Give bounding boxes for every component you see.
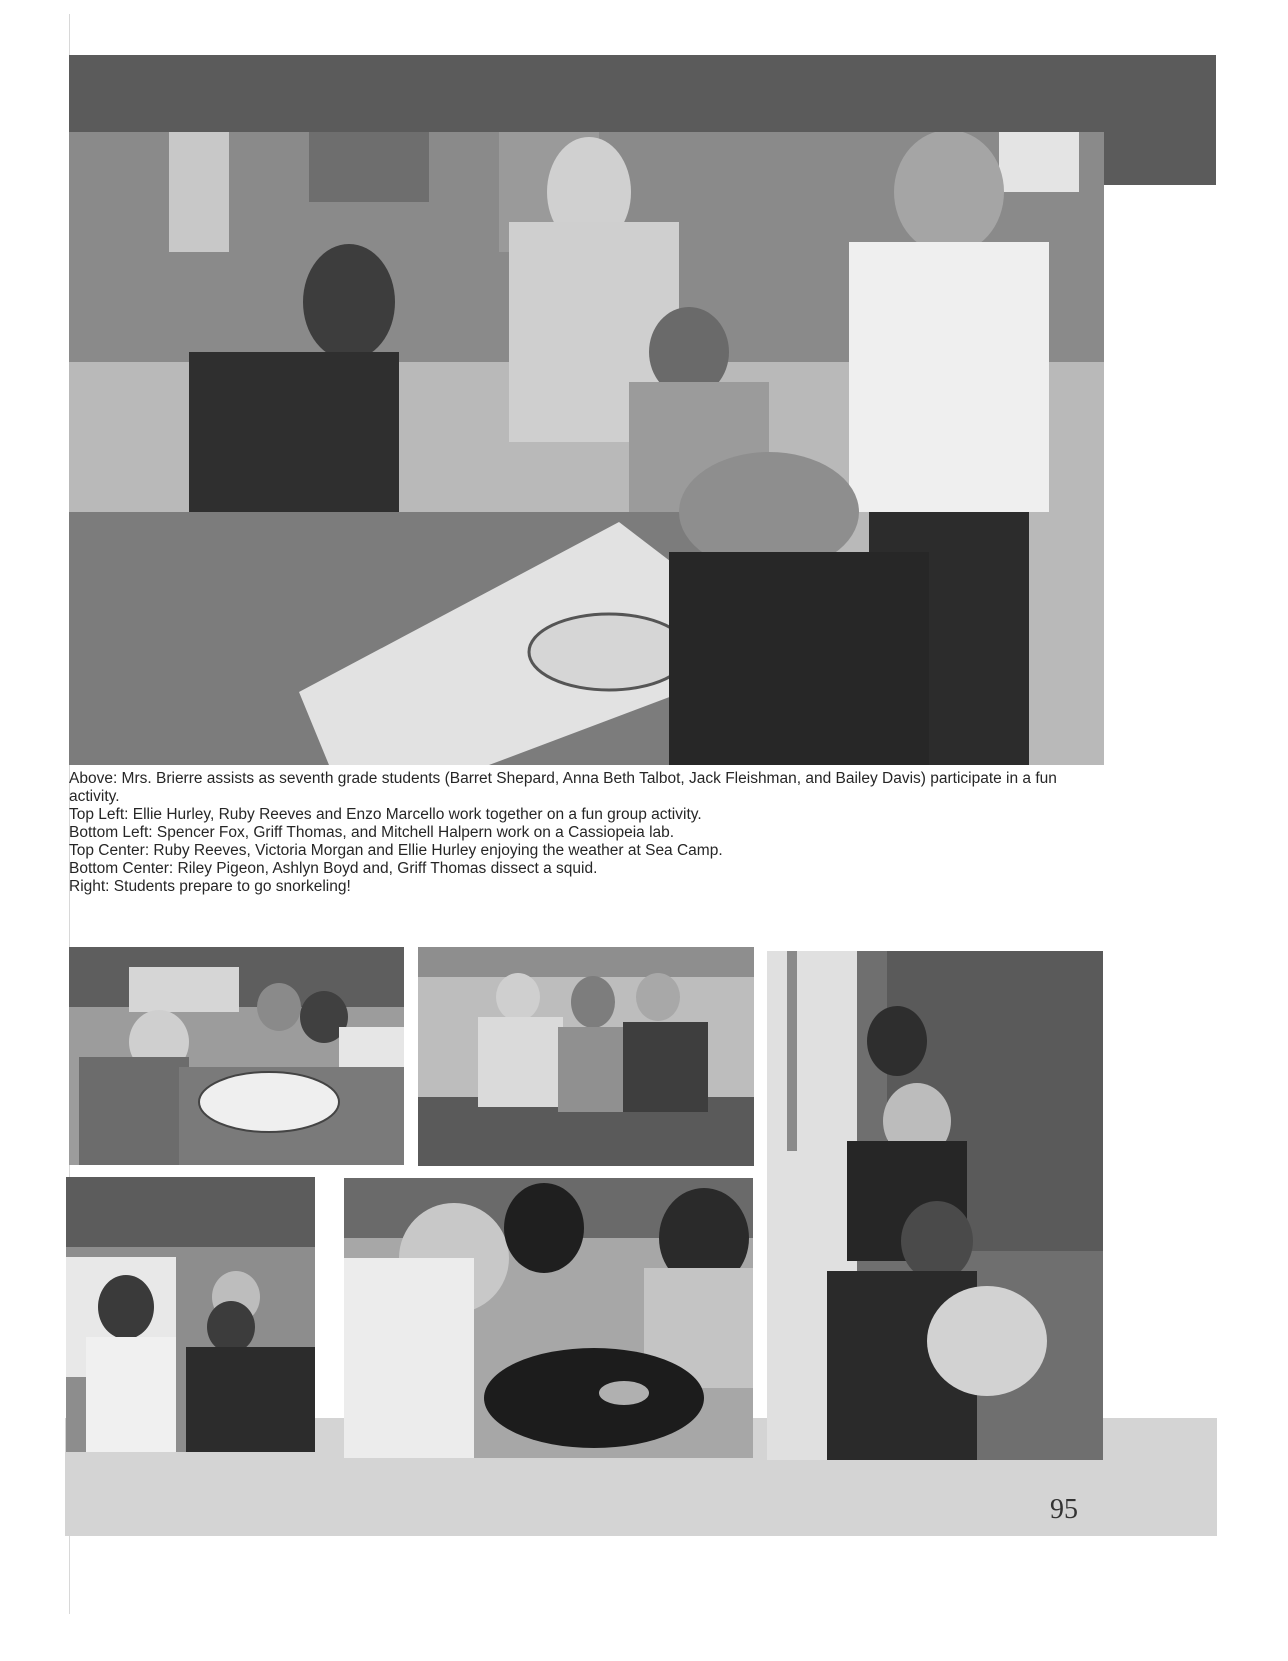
photo-bottom-left-cassiopeia-lab — [66, 1177, 315, 1452]
photo-captions — [69, 770, 1099, 896]
caption-bottom-left: Bottom Left: Spencer Fox, Griff Thomas, and Mitchell Halpern work on a Cassiopeia lab. — [69, 824, 675, 841]
caption-bottom-center: Bottom Center: Riley Pigeon, Ashlyn Boyd and, Griff Thomas dissect a squid. — [69, 860, 598, 877]
page-number: 95 — [1050, 1494, 1078, 1525]
caption-above: Above: Mrs. Brierre assists as seventh grade students (Barret Shepard, Anna Beth Talbot, Jack Fleishman, and Bailey Davis) participate in a fun activity. — [69, 770, 1057, 805]
photo-bottom-center-squid-dissection — [344, 1178, 753, 1458]
photo-top-center-sea-camp — [418, 947, 754, 1166]
caption-top-center: Top Center: Ruby Reeves, Victoria Morgan and Ellie Hurley enjoying the weather at Sea Camp. — [69, 842, 723, 859]
photo-right-snorkeling — [767, 951, 1103, 1460]
caption-right: Right: Students prepare to go snorkeling! — [69, 878, 351, 895]
caption-top-left: Top Left: Ellie Hurley, Ruby Reeves and Enzo Marcello work together on a fun group activity. — [69, 806, 702, 823]
photo-top-left-group-activity — [69, 947, 404, 1165]
photo-main-group-activity — [69, 132, 1104, 765]
